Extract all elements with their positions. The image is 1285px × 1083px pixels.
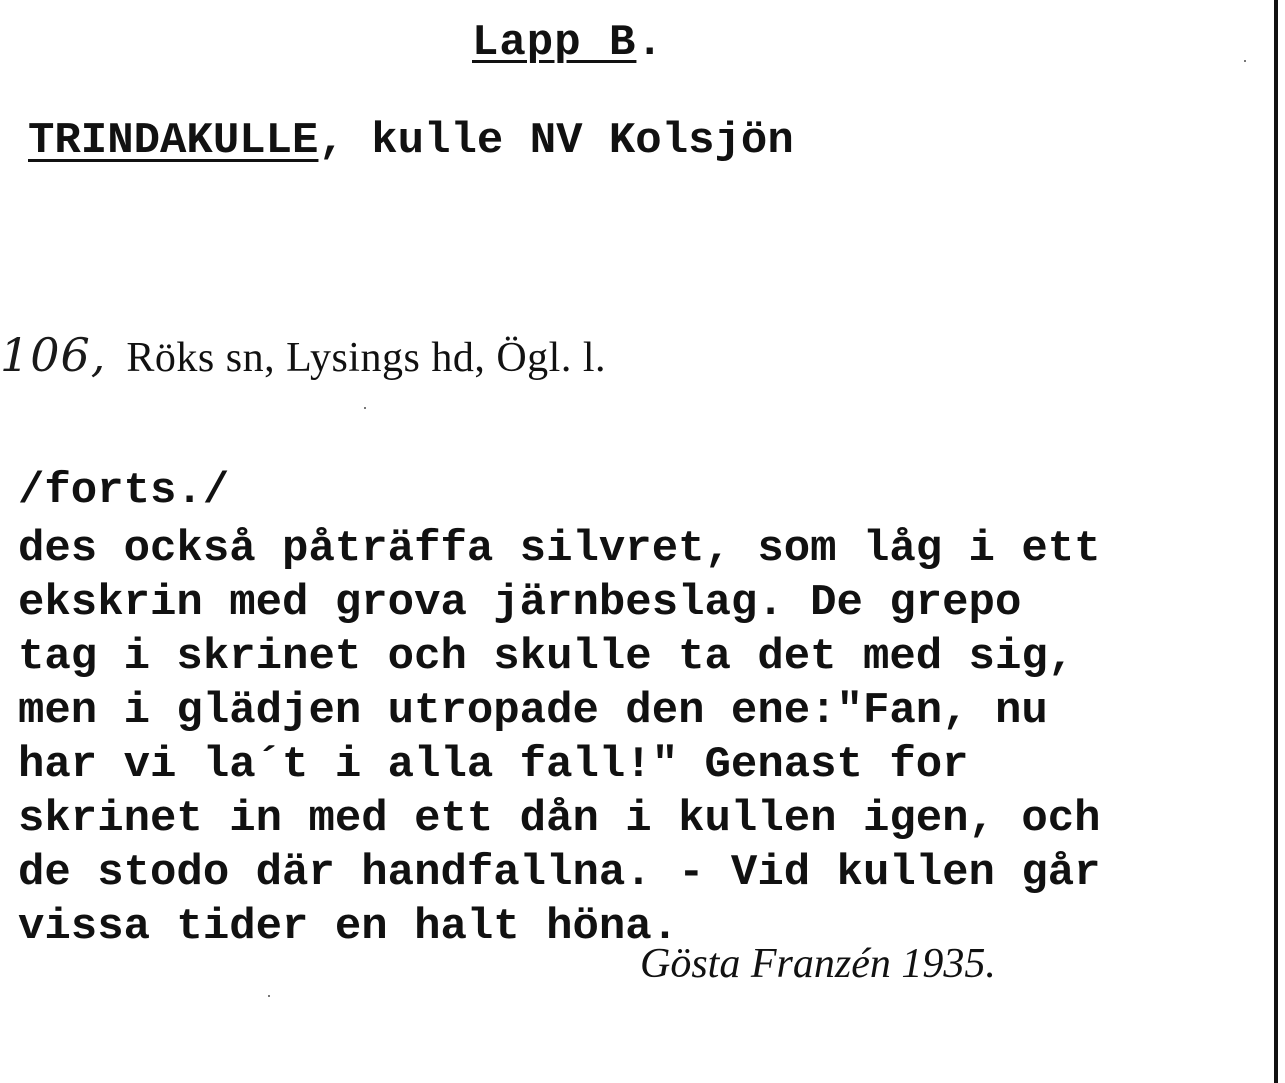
text-line: men i glädjen utropade den ene:"Fan, nu: [18, 686, 1048, 736]
text-line: ekskrin med grova järnbeslag. De grepo: [18, 578, 1022, 628]
scan-speck: [1244, 60, 1246, 62]
parish-location: Röks sn, Lysings hd, Ögl. l.: [126, 335, 606, 381]
text-line: tag i skrinet och skulle ta det med sig,: [18, 632, 1075, 682]
scan-speck: [364, 407, 366, 409]
text-line: vissa tider en halt höna.: [18, 902, 679, 952]
legend-text: [18, 522, 1101, 954]
record-line: [0, 328, 606, 382]
text-line: skrinet in med ett dån i kullen igen, och: [18, 794, 1101, 844]
place-description: , kulle NV Kolsjön: [318, 116, 794, 166]
place-name: TRINDAKULLE: [28, 116, 319, 166]
continuation-marker: /forts./: [18, 466, 230, 516]
text-line: har vi la´t i alla fall!" Genast for: [18, 740, 969, 790]
text-line: de stodo där handfallna. - Vid kullen går: [18, 848, 1101, 898]
text-line: des också påträffa silvret, som låg i ett: [18, 524, 1101, 574]
card-header: [472, 18, 664, 68]
card-edge-line: [1274, 0, 1278, 1083]
handwritten-record-number: 106,: [0, 328, 107, 382]
header-label: Lapp B: [472, 18, 637, 68]
signature-line: Gösta Franzén 1935.: [640, 941, 996, 987]
header-suffix: .: [636, 18, 664, 68]
place-name-line: [28, 116, 794, 166]
scan-speck: [268, 995, 270, 997]
